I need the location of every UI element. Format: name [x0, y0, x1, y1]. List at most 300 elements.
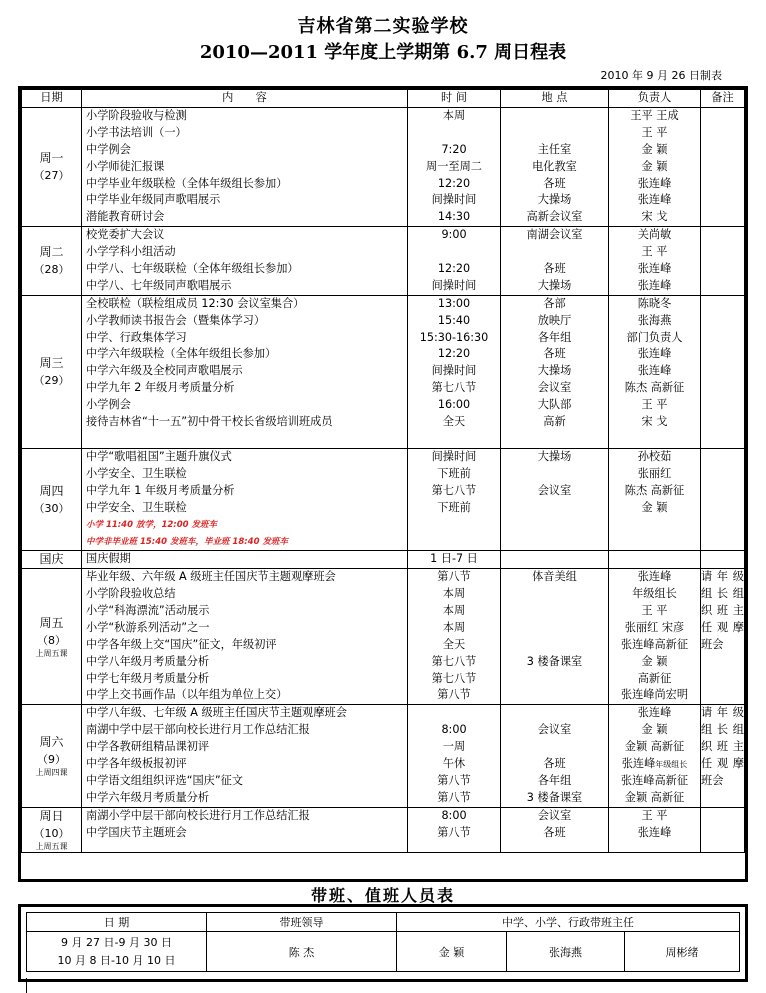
time-text: 第八节: [437, 688, 471, 702]
person-text: 关尚敏: [637, 228, 672, 242]
place-line: [501, 586, 608, 603]
content-text: 小学阶段验收与检测: [86, 109, 187, 122]
content-text: 中学毕业年级同声歌唱展示: [86, 193, 221, 207]
day-cell: [22, 448, 82, 550]
bus-note: [82, 516, 407, 533]
content-text: 中学上交书画作品（以年组为单位上交）: [86, 688, 288, 702]
person-text: 王 平: [641, 398, 668, 412]
schedule-table: [21, 89, 745, 853]
day-cell: [22, 108, 82, 227]
content-text: 中学、行政集体学习: [86, 330, 187, 344]
place-line: [501, 773, 608, 790]
place-line: [501, 363, 608, 380]
place-text: 3 楼备课室: [526, 654, 583, 668]
person-line: [609, 330, 700, 347]
time-text: 第七八节: [431, 654, 477, 668]
remark-cell: [701, 108, 745, 227]
place-text: 南湖会议室: [526, 228, 583, 242]
day-block-1: [22, 227, 745, 296]
person-line: [609, 637, 700, 654]
time-line: [408, 808, 500, 825]
place-line: [501, 603, 608, 620]
content-line: [82, 551, 407, 568]
content-cell: [82, 807, 408, 852]
day-name: 周六: [39, 734, 64, 749]
person-text: 部门负责人: [626, 330, 683, 344]
time-line: [408, 637, 500, 654]
content-text: 中学毕业年级联检（全体年级组长参加）: [86, 176, 288, 190]
time-text: 12:20: [437, 347, 471, 361]
content-text: 小学例会: [86, 398, 131, 412]
remark-cell: 请年级组长组织班主任观摩班会: [701, 705, 745, 807]
person-text: 陈晓冬: [637, 296, 672, 310]
place-text: 会议室: [537, 808, 572, 822]
content-text: 中学安全、卫生联检: [86, 500, 187, 514]
place-line: [501, 346, 608, 363]
schedule-frame: [18, 86, 748, 882]
time-line: [408, 176, 500, 193]
person-cell: [609, 705, 701, 807]
day-note: 上周五课: [35, 648, 68, 658]
content-line: [82, 773, 407, 790]
content-cell: [82, 569, 408, 705]
place-line: [501, 671, 608, 688]
content-line: [82, 671, 407, 688]
page-title: 2010—2011 学年度上学期第 6.7 周日程表: [199, 42, 567, 63]
day-block-5: [22, 569, 745, 705]
content-line: [82, 654, 407, 671]
made-date: 2010 年 9 月 26 日制表: [600, 69, 722, 82]
place-cell: [501, 807, 609, 852]
schedule-header-row: [22, 90, 745, 108]
person-cell: [609, 108, 701, 227]
content-line: [82, 176, 407, 193]
time-text: 15:40: [437, 313, 471, 327]
person-line: [609, 722, 700, 739]
content-text: 中学八年级、七年级 A 级班主任国庆节主题观摩班会: [86, 706, 347, 720]
place-text: 各部: [543, 296, 566, 310]
person-line: [609, 551, 700, 568]
time-line: [408, 825, 500, 842]
person-cell: [609, 807, 701, 852]
place-line: [501, 790, 608, 807]
content-text: 中学各年级上交“国庆”征文，年级初评: [86, 637, 277, 651]
content-cell: [82, 227, 408, 296]
person-text: 张连峰: [637, 193, 672, 207]
content-line: [82, 397, 407, 414]
content-line: [82, 125, 407, 142]
place-line: [501, 705, 608, 722]
place-cell: [501, 295, 609, 448]
person-line: [609, 108, 700, 125]
place-cell: [501, 551, 609, 569]
place-line: [501, 808, 608, 825]
day-date: （27）: [33, 169, 70, 183]
day-date: （28）: [33, 263, 70, 277]
day-block-6: [22, 705, 745, 807]
person-line: [609, 192, 700, 209]
content-text: 国庆假期: [86, 552, 131, 566]
person-line: [609, 569, 700, 586]
empty-line: [501, 516, 608, 533]
person-line: [609, 466, 700, 483]
person-text: 张丽红: [637, 466, 672, 480]
place-line: [501, 825, 608, 842]
place-line: [501, 108, 608, 125]
person-text: 张连峰: [637, 706, 672, 720]
time-text: 9:00: [441, 228, 467, 242]
time-cell: [408, 227, 501, 296]
time-text: 全天: [442, 415, 466, 429]
duty-dates: [27, 932, 207, 972]
content-line: [82, 620, 407, 637]
place-line: [501, 380, 608, 397]
place-line: [501, 296, 608, 313]
content-text: 小学“科海漂流”活动展示: [86, 603, 210, 617]
person-cell: [609, 569, 701, 705]
person-text: 孙校茹: [637, 449, 672, 463]
time-text: 下班前: [437, 500, 471, 514]
time-text: 16:00: [437, 398, 471, 412]
place-text: 各班: [543, 756, 566, 770]
duty-date-2: 10 月 8 日-10 月 10 日: [57, 953, 176, 967]
time-line: [408, 466, 500, 483]
content-line: [82, 296, 407, 313]
content-line: [82, 244, 407, 261]
person-cell: [609, 295, 701, 448]
person-cell: [609, 227, 701, 296]
person-text: 金 颖: [641, 723, 668, 737]
person-line: [609, 705, 700, 722]
time-text: 全天: [442, 637, 466, 651]
place-line: [501, 569, 608, 586]
person-text: 张连峰高新征: [620, 773, 689, 787]
person-line: [609, 687, 700, 704]
day-note: 上周五课: [35, 841, 68, 851]
content-text: 中学六年级及全校同声歌唱展示: [86, 364, 243, 378]
day-block-4: [22, 551, 745, 569]
content-text: 毕业年级、六年级 A 级班主任国庆节主题观摩班会: [86, 570, 336, 584]
content-line: [82, 739, 407, 756]
place-text: 各班: [543, 262, 566, 276]
duty-col-leader: 带班领导: [207, 913, 397, 932]
person-text: 王平 王成: [630, 109, 679, 122]
place-line: [501, 176, 608, 193]
content-line: [82, 825, 407, 842]
person-text: 王 平: [641, 245, 668, 259]
day-name: 周日: [39, 808, 64, 823]
day-cell: [22, 551, 82, 569]
time-text: 一周: [442, 740, 466, 754]
day-name: 周三: [39, 355, 64, 370]
content-text: 中学八年级月考质量分析: [86, 654, 210, 668]
content-text: 中学六年级月考质量分析: [86, 790, 210, 804]
time-line: [408, 380, 500, 397]
time-cell: [408, 551, 501, 569]
time-text: 第八节: [437, 825, 471, 839]
person-line: [609, 227, 700, 244]
person-text: 张海燕: [637, 313, 672, 327]
content-line: [82, 330, 407, 347]
time-line: [408, 569, 500, 586]
content-text: 中学九年 2 年级月考质量分析: [86, 381, 235, 395]
content-line: [82, 808, 407, 825]
content-text: 中学九年 1 年级月考质量分析: [86, 483, 235, 497]
time-text: 12:20: [437, 262, 471, 276]
content-line: [82, 705, 407, 722]
content-line: [82, 142, 407, 159]
content-text: 中学六年级联检（全体年级组长参加）: [86, 347, 277, 361]
content-cell: [82, 705, 408, 807]
content-line: [82, 380, 407, 397]
person-line: [609, 397, 700, 414]
place-text: 会议室: [537, 723, 572, 737]
day-block-2: [22, 295, 745, 448]
person-line: [609, 500, 700, 517]
col-person: 负责人: [609, 90, 701, 108]
content-text: 接待吉林省“十一五”初中骨干校长省级培训班成员: [86, 415, 333, 429]
person-text: 王 平: [641, 603, 668, 617]
time-line: [408, 397, 500, 414]
remark-cell: 请年级组长组织班主任观摩班会: [701, 569, 745, 705]
place-text: 3 楼备课室: [526, 790, 583, 804]
bus-note-text: 中学非毕业班 15:40 发班车，毕业班 18:40 发班车: [86, 537, 288, 548]
place-line: [501, 397, 608, 414]
place-line: [501, 551, 608, 568]
time-line: [408, 773, 500, 790]
person-text: 张连峰高新征: [620, 637, 689, 651]
place-cell: [501, 448, 609, 550]
content-text: 校党委扩大会议: [86, 228, 165, 242]
time-text: 第八节: [437, 773, 471, 787]
place-text: 会议室: [537, 483, 572, 497]
day-cell: [22, 705, 82, 807]
empty-line: [408, 533, 500, 550]
time-line: [408, 159, 500, 176]
time-cell: [408, 705, 501, 807]
time-text: 间操时间: [431, 449, 477, 463]
time-cell: [408, 569, 501, 705]
content-line: [82, 687, 407, 704]
empty-line: [501, 533, 608, 550]
content-text: 中学七年级月考质量分析: [86, 671, 210, 685]
person-line: [609, 209, 700, 226]
person-text: 宋 戈: [641, 415, 668, 429]
time-line: [408, 449, 500, 466]
place-text: 大操场: [537, 364, 572, 378]
time-text: 本周: [442, 603, 466, 617]
time-line: [408, 261, 500, 278]
place-cell: [501, 108, 609, 227]
place-text: 各班: [543, 176, 566, 190]
bus-note: [82, 533, 407, 550]
person-text: 张连峰: [637, 176, 672, 190]
person-line: [609, 773, 700, 790]
content-line: [82, 209, 407, 226]
place-line: [501, 192, 608, 209]
col-remark: 备注: [701, 90, 745, 108]
content-line: [82, 500, 407, 517]
col-place: 地 点: [501, 90, 609, 108]
time-line: [408, 414, 500, 448]
content-line: [82, 790, 407, 807]
content-text: 潜能教育研讨会: [86, 210, 165, 224]
content-line: [82, 637, 407, 654]
content-text: 小学“秋游系列活动”之一: [86, 620, 210, 634]
duty-teacher-1: 金 颖: [397, 932, 507, 972]
content-text: 小学书法培训（一）: [86, 125, 187, 139]
time-text: 周一至周二: [426, 159, 482, 173]
person-text: 年级组长: [632, 587, 677, 601]
time-text: 间操时间: [431, 193, 477, 207]
person-line: [609, 483, 700, 500]
place-line: [501, 227, 608, 244]
person-text: 宋 戈: [641, 210, 668, 224]
person-text: 王 平: [641, 125, 668, 139]
time-line: [408, 296, 500, 313]
bus-note-text: 小学 11:40 放学，12:00 发班车: [86, 520, 217, 531]
content-line: [82, 108, 407, 125]
content-text: 南湖中学中层干部向校长进行月工作总结汇报: [86, 723, 310, 737]
person-line: [609, 790, 700, 807]
place-line: [501, 244, 608, 261]
time-line: [408, 278, 500, 295]
place-text: 大队部: [537, 398, 572, 412]
day-date: （10）: [33, 826, 70, 840]
day-name: 周四: [39, 483, 64, 498]
empty-line: [609, 533, 700, 550]
duty-frame: [18, 904, 748, 982]
duty-row: [27, 932, 740, 972]
page-edge-mark: [26, 978, 27, 993]
person-line: [609, 825, 700, 842]
person-line: [609, 346, 700, 363]
person-line: [609, 756, 700, 773]
time-line: [408, 722, 500, 739]
remark-cell: [701, 448, 745, 550]
person-text: 王 平: [641, 808, 668, 822]
time-line: [408, 363, 500, 380]
time-line: [408, 739, 500, 756]
person-line: [609, 603, 700, 620]
time-line: [408, 586, 500, 603]
content-line: [82, 449, 407, 466]
time-line: [408, 330, 500, 347]
person-line: [609, 159, 700, 176]
place-text: 高新会议室: [526, 210, 583, 224]
person-cell: [609, 448, 701, 550]
time-text: 13:00: [437, 296, 471, 310]
time-line: [408, 483, 500, 500]
time-text: 12:20: [437, 176, 471, 190]
place-cell: [501, 569, 609, 705]
place-line: [501, 278, 608, 295]
day-date: （30）: [33, 501, 70, 515]
person-text: 张连峰: [621, 756, 656, 770]
person-text: 金 颖: [641, 500, 668, 514]
person-text: 高新征: [637, 671, 672, 685]
content-line: [82, 483, 407, 500]
person-line: [609, 261, 700, 278]
day-name: 周一: [39, 151, 64, 166]
place-line: [501, 756, 608, 773]
content-text: 小学阶段验收总结: [86, 587, 176, 601]
content-text: 南湖小学中层干部向校长进行月工作总结汇报: [86, 808, 310, 822]
time-text: 间操时间: [431, 278, 477, 292]
duty-teacher-3: 周彬绪: [625, 932, 740, 972]
time-line: [408, 756, 500, 773]
time-text: 本周: [442, 109, 466, 122]
time-cell: [408, 807, 501, 852]
place-text: 高新: [543, 415, 566, 429]
person-text: 金颖 高新征: [624, 790, 685, 804]
place-text: 各年组: [537, 773, 572, 787]
place-line: [501, 261, 608, 278]
duty-title: 带班、值班人员表: [310, 886, 455, 905]
place-cell: [501, 705, 609, 807]
content-line: [82, 313, 407, 330]
content-text: 全校联检（联检组成员 12:30 会议室集合）: [86, 296, 305, 310]
time-line: [408, 500, 500, 517]
day-cell: [22, 569, 82, 705]
place-line: [501, 209, 608, 226]
person-line: [609, 620, 700, 637]
place-text: 体音美组: [532, 570, 577, 584]
person-text: 金 颖: [641, 654, 668, 668]
time-text: 7:20: [441, 142, 467, 156]
content-text: 中学八、七年级联检（全体年级组长参加）: [86, 262, 299, 276]
content-text: 中学例会: [86, 142, 131, 156]
place-line: [501, 739, 608, 756]
content-line: [82, 346, 407, 363]
time-line: [408, 620, 500, 637]
content-text: 小学师徒汇报课: [86, 159, 165, 173]
time-line: [408, 108, 500, 125]
person-text: 陈杰 高新征: [624, 381, 685, 395]
place-text: 会议室: [537, 381, 572, 395]
time-cell: [408, 448, 501, 550]
content-text: 中学语文组组织评选“国庆”征文: [86, 773, 244, 787]
content-cell: [82, 551, 408, 569]
person-line: [609, 142, 700, 159]
place-line: [501, 330, 608, 347]
time-text: 午休: [442, 756, 466, 770]
place-line: [501, 159, 608, 176]
day-block-0: [22, 108, 745, 227]
col-content: 内 容: [82, 90, 408, 108]
time-line: [408, 705, 500, 722]
person-line: [609, 671, 700, 688]
day-date: （9）: [37, 752, 66, 766]
content-line: [82, 603, 407, 620]
time-text: 第八节: [437, 570, 471, 584]
remark-cell: [701, 807, 745, 852]
place-line: [501, 637, 608, 654]
place-text: 各班: [543, 825, 566, 839]
school-name: 吉林省第二实验学校: [297, 16, 469, 37]
remark-cell: [701, 227, 745, 296]
col-time: 时 间: [408, 90, 501, 108]
empty-line: [408, 516, 500, 533]
place-line: [501, 722, 608, 739]
person-line: [609, 176, 700, 193]
person-text: 张丽红 宋彦: [624, 620, 685, 634]
content-line: [82, 278, 407, 295]
day-note: 上周四课: [35, 767, 68, 777]
col-date: 日期: [22, 90, 82, 108]
place-text: 主任室: [537, 142, 572, 156]
day-block-3: [22, 448, 745, 550]
